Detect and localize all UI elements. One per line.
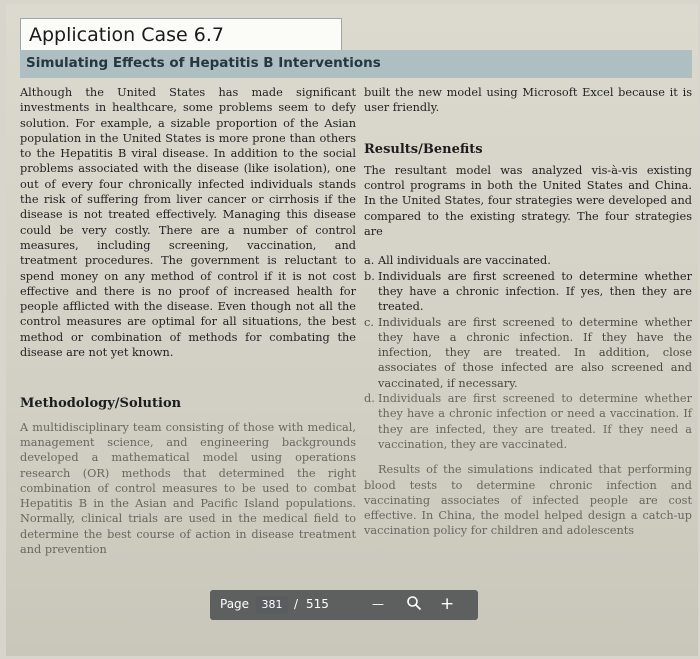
strategy-item: d. Individuals are first screened to determine whether they have a chronic infection or need a vaccination. If they are infected, they are treated. If they need a vaccination, they are vaccinated. [364, 392, 692, 451]
case-subtitle: Simulating Effects of Hepatitis B Interventions [26, 55, 381, 71]
strategy-item: b. Individuals are first screened to determine whether they have a chronic infection. If yes, then they are treated. [364, 269, 692, 314]
case-title-box [20, 18, 342, 52]
book-page [6, 4, 698, 656]
current-page-input[interactable]: 381 [256, 596, 288, 614]
case-title: Application Case 6.7 [29, 24, 224, 46]
results-paragraph: The resultant model was analyzed vis-à-vis existing control programs in both the United States and China. In the United States, four strategies were developed and compared to the existing strategy. The four strategies are [364, 163, 692, 239]
page-label: Page [220, 597, 250, 611]
methodology-paragraph: A multidisciplinary team consisting of those with medical, management science, and engineering backgrounds developed a mathematical model using operations research (OR) methods that determined the right combination of control measures to be used to combat Hepatitis B in the Asian and Pacific Island populations. Normally, clinical trials are used in the medical field to determine the best course of action in disease treatment and prevention [20, 420, 356, 557]
magnifier-icon[interactable] [406, 595, 422, 614]
strategy-item: a. All individuals are vaccinated. [364, 254, 551, 268]
methodology-heading: Methodology/Solution [20, 396, 182, 412]
total-pages: 515 [306, 597, 329, 611]
left-column [20, 85, 356, 557]
zoom-in-button[interactable]: + [440, 594, 455, 614]
right-column [364, 85, 692, 539]
zoom-out-button[interactable]: — [372, 597, 384, 611]
case-subtitle-box [20, 50, 692, 78]
strategy-list [364, 253, 692, 452]
results-heading: Results/Benefits [364, 141, 483, 157]
pdf-viewer-toolbar [210, 590, 478, 620]
closing-paragraph: Results of the simulations indicated that performing blood tests to determine chronic infection and vaccinating associates of infected people are cost effective. In China, the model helped design a catch-up vaccination policy for children and adolescents [364, 463, 692, 538]
intro-paragraph: Although the United States has made significant investments in healthcare, some problems seem to defy solution. For example, a sizable proportion of the Asian population in the United States is more prone than others to the Hepatitis B viral disease. In addition to the social problems associated with the disease (like isolation), one out of every four chronically infected individuals stands the risk of suffering from liver cancer or cirrhosis if the disease is not treated effectively. Managing this disease could be very costly. There are a number of control measures, including screening, vaccination, and treatment procedures. The government is reluctant to spend money on any method of control if it is not cost effective and there is no proof of increased health for people afflicted with the disease. Even though not all the control measures are optimal for all situations, the best method or combination of methods for combating the disease are not yet known. [20, 86, 356, 360]
strategy-item: c. Individuals are first screened to determine whether they have a chronic infection. If they have the infection, they are treated. In addition, close associates of those infected are also screened and vaccinated, if necessary. [364, 315, 692, 390]
page-separator: / [294, 597, 299, 611]
continued-paragraph: built the new model using Microsoft Excel because it is user friendly. [364, 86, 692, 115]
